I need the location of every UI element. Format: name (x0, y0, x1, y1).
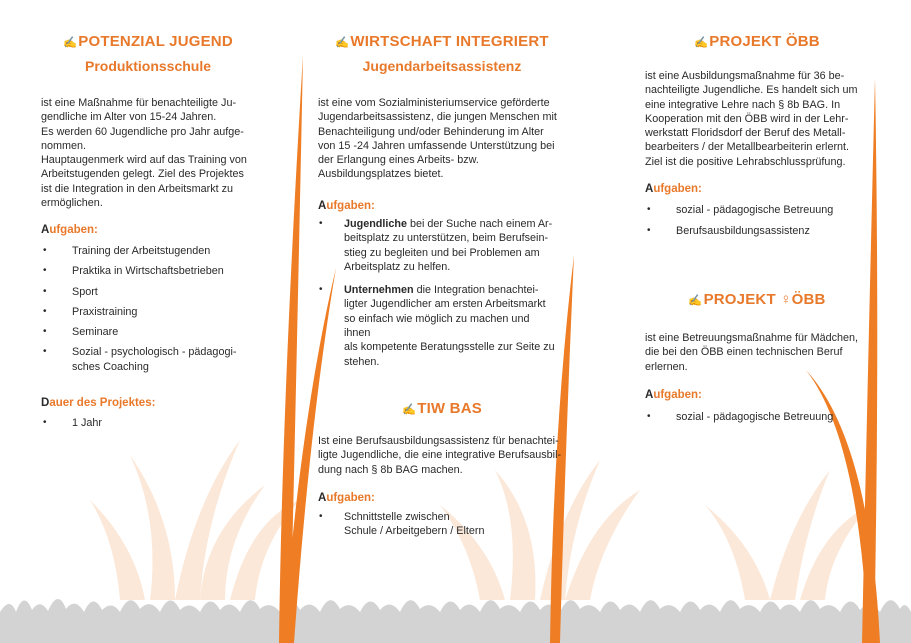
tiw-tasks-label: Aufgaben: (318, 492, 375, 504)
task-list (645, 203, 869, 239)
hand-icon: ✍ (63, 37, 78, 49)
heading-projekt-female-oebb: ✍PROJEKT ♀ÖBB (688, 291, 826, 308)
tasks2-label: Aufgaben: (645, 389, 702, 401)
list-item: • Seminare (41, 325, 255, 339)
list-item: • Sozial - psychologisch - pädagogi- sches Coaching (41, 345, 255, 374)
list-item: • Unternehmen die Integration benachtei- ligter Jugendlicher am ersten Arbeitsmarkt so einfach wie möglich zu machen und ihnen als kompetente Beratungsstelle zur Seite zu stehen. (318, 283, 558, 369)
heading-potenzial-jugend: ✍POTENZIAL JUGEND (63, 33, 233, 50)
list-item: • Sport (41, 285, 255, 299)
tasks-label: Aufgaben: (318, 200, 375, 212)
female-symbol-icon: ♀ (780, 291, 792, 308)
duration-list (41, 416, 255, 430)
gray-grass-base (0, 599, 911, 643)
list-item: • Schnittstelle zwischen Schule / Arbeitgebern / Eltern (318, 510, 566, 539)
tiw-intro-text: Ist eine Berufsausbildungsassistenz für benachtei- ligte Jugendliche, die eine integrative Berufsausbil- dung nach § 8b BAG machen. (318, 435, 562, 476)
intro-text: ist eine vom Sozialministeriumservice geförderte Jugendarbeitsassistenz, die jungen Menschen mit Benachteiligung und/oder Behinderung im Alter von 15 -24 Jahren umfassende Unterstützung bei der Erlangung eines Arbeits- bzw. Ausbildungsplatzes bietet. (318, 97, 557, 181)
tasks-label: Aufgaben: (41, 224, 98, 236)
list-item: • Training der Arbeitstugenden (41, 244, 255, 258)
tiw-task-list (318, 510, 566, 539)
list-item: • sozial - pädagogische Betreuung (645, 410, 869, 424)
subtitle-jugendarbeitsassistenz: Jugendarbeitsassistenz (362, 58, 522, 74)
tasks-label: Aufgaben: (645, 183, 702, 195)
heading-tiw-bas: ✍TIW BAS (402, 400, 482, 417)
list-item: • sozial - pädagogische Betreuung (645, 203, 869, 217)
list-item: • Praxistraining (41, 305, 255, 319)
task2-list (645, 410, 869, 424)
list-item: • 1 Jahr (41, 416, 255, 430)
heading-wirtschaft-integriert: ✍WIRTSCHAFT INTEGRIERT (335, 33, 549, 50)
task-list (41, 244, 255, 374)
duration-label: Dauer des Projektes: (41, 397, 156, 409)
list-item: • Praktika in Wirtschaftsbetrieben (41, 264, 255, 278)
intro-text: ist eine Maßnahme für benachteiligte Ju- gendliche im Alter von 15-24 Jahren. Es werden 60 Jugendliche pro Jahr aufge- nommen. Hauptaugenmerk wird auf das Training von Arbeitstugenden gelegt. Ziel des Projektes ist die Integration in den Arbeitsmarkt zu ermöglichen. (41, 97, 247, 210)
hand-icon: ✍ (688, 295, 703, 307)
subtitle-produktionsschule: Produktionsschule (84, 58, 212, 74)
list-item: • Berufsausbildungsassistenz (645, 224, 869, 238)
hand-icon: ✍ (335, 37, 350, 49)
intro-text: ist eine Ausbildungsmaßnahme für 36 be- nachteiligte Jugendliche. Es handelt sich um eine integrative Lehre nach § 8b BAG. In Kooperation mit den ÖBB wird in der Lehr- werkstatt Floridsdorf der Beruf des Metall- bearbeiters / der Metallbearbeiterin erlernt. Ziel ist die positive Lehrabschlussprüfung. (645, 70, 858, 168)
heading-projekt-oebb: ✍PROJEKT ÖBB (694, 33, 820, 50)
hand-icon: ✍ (694, 37, 709, 49)
list-item: • Jugendliche bei der Suche nach einem Ar- beitsplatz zu unterstützen, beim Berufsein- stieg zu begleiten und bei Problemen am Arbeitsplatz zu helfen. (318, 217, 558, 274)
hand-icon: ✍ (402, 404, 417, 416)
intro2-text: ist eine Betreuungsmaßnahme für Mädchen, die bei den ÖBB einen technischen Beruf erlernen. (645, 332, 859, 373)
task-list (318, 217, 558, 369)
